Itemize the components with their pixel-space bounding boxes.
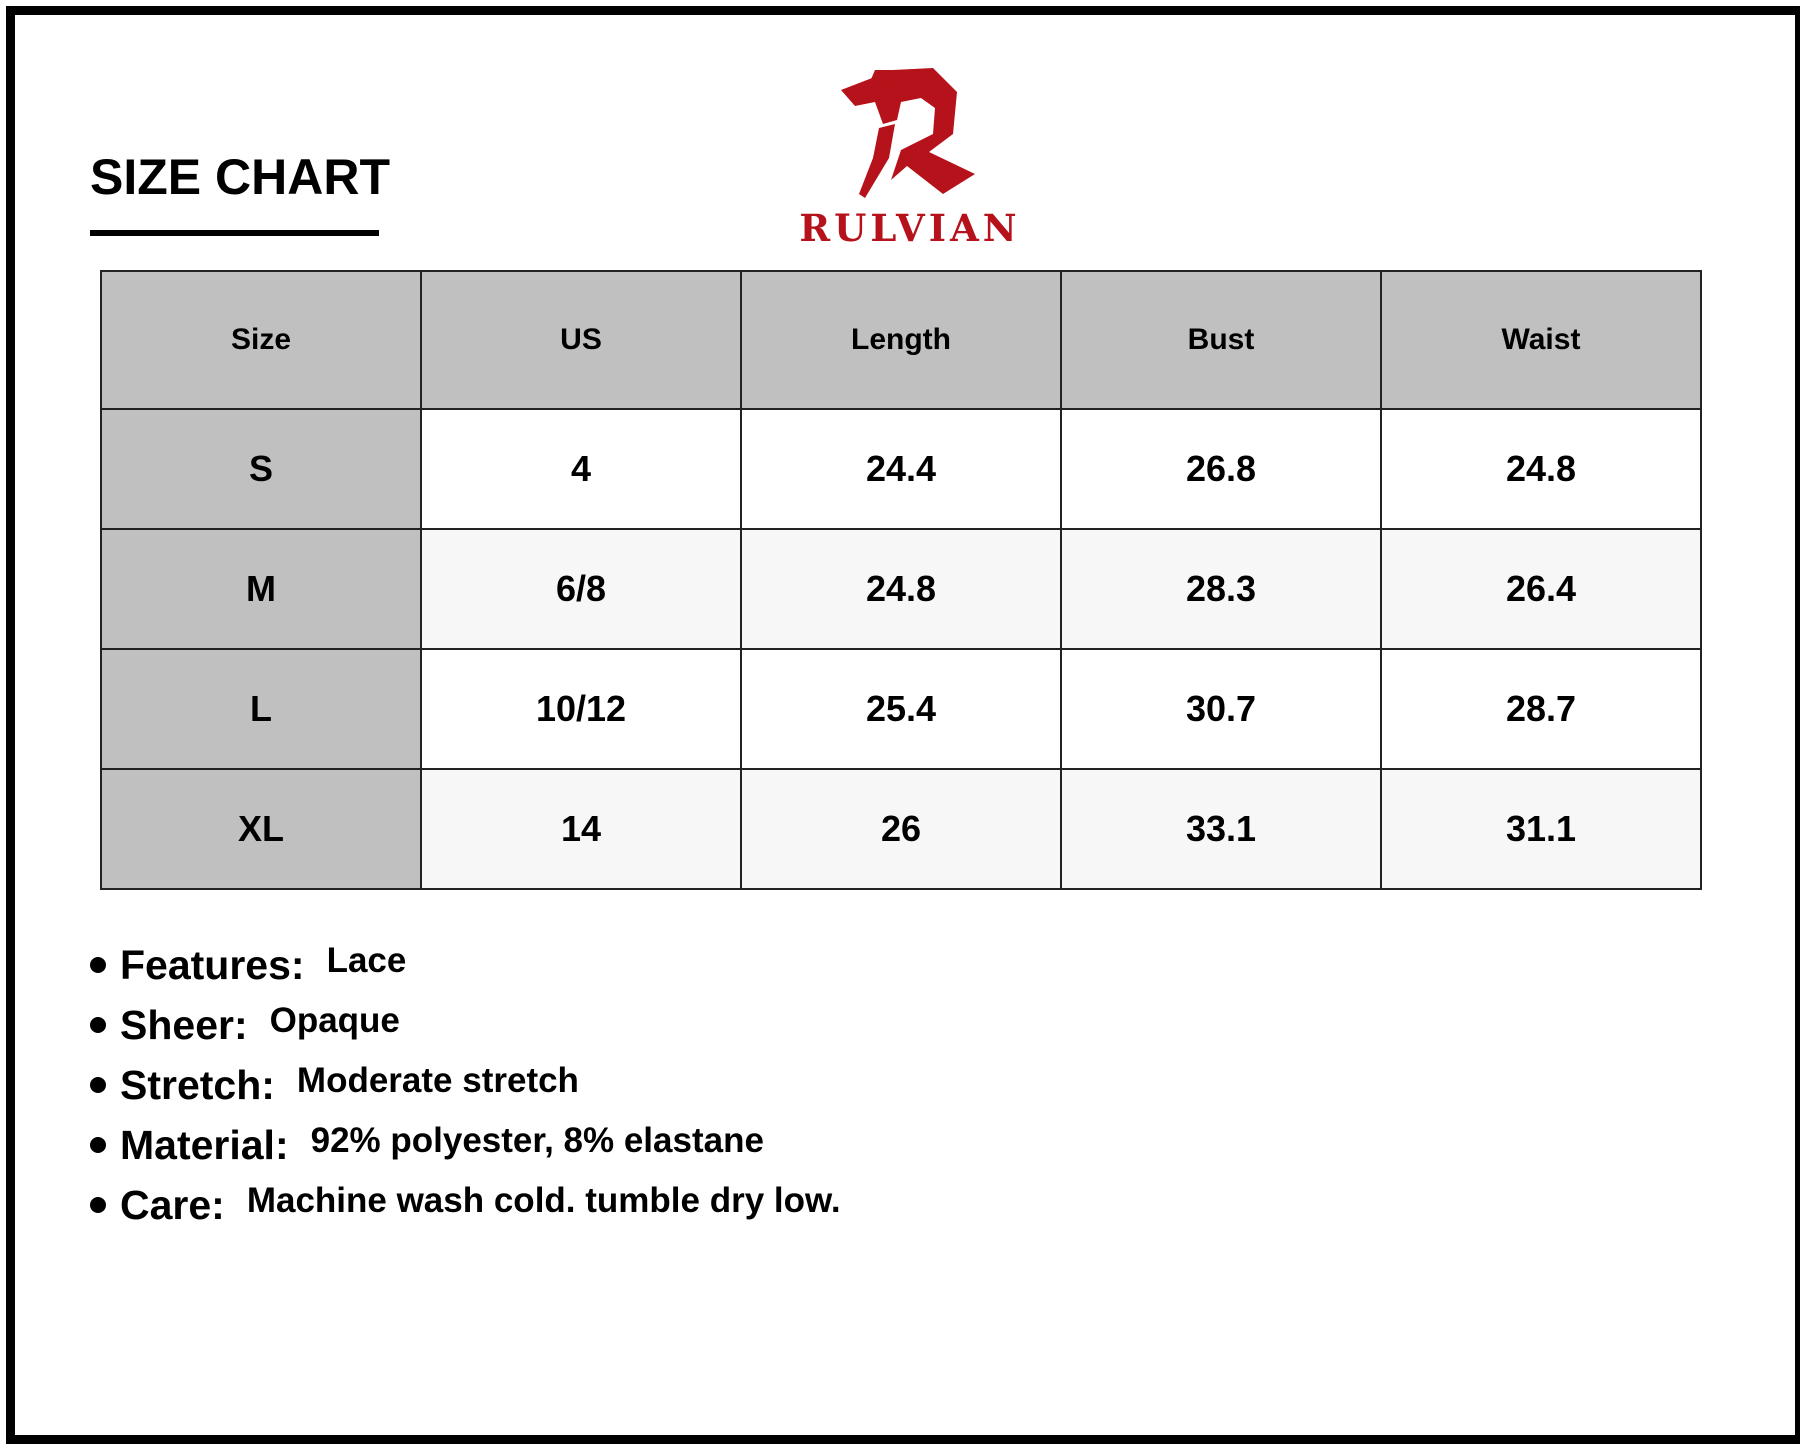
cell-size: L (101, 649, 421, 769)
detail-value: Machine wash cold. tumble dry low. (246, 1181, 841, 1220)
detail-label: Features: (120, 941, 305, 988)
table-row (101, 529, 1701, 649)
product-details-list (90, 935, 841, 1235)
brand-name: RULVIAN (799, 206, 1021, 250)
detail-value: Lace (326, 941, 407, 980)
detail-care (90, 1175, 841, 1235)
cell-bust: 33.1 (1061, 769, 1381, 889)
rulvian-r-logo-icon (835, 62, 985, 202)
cell-length: 26 (741, 769, 1061, 889)
table-row (101, 769, 1701, 889)
detail-label: Sheer: (120, 1001, 248, 1048)
header-size: Size (101, 271, 421, 409)
cell-bust: 30.7 (1061, 649, 1381, 769)
cell-size: S (101, 409, 421, 529)
bullet-icon (90, 957, 106, 973)
cell-us: 6/8 (421, 529, 741, 649)
cell-waist: 26.4 (1381, 529, 1701, 649)
cell-size: XL (101, 769, 421, 889)
cell-size: M (101, 529, 421, 649)
cell-length: 24.8 (741, 529, 1061, 649)
bullet-icon (90, 1077, 106, 1093)
detail-value: Moderate stretch (296, 1061, 579, 1100)
cell-bust: 28.3 (1061, 529, 1381, 649)
header-length: Length (741, 271, 1061, 409)
detail-label: Stretch: (120, 1061, 275, 1108)
table-row (101, 649, 1701, 769)
table-row (101, 409, 1701, 529)
cell-length: 25.4 (741, 649, 1061, 769)
header-waist: Waist (1381, 271, 1701, 409)
detail-material (90, 1115, 841, 1175)
brand-logo (775, 62, 1045, 252)
detail-features (90, 935, 841, 995)
detail-sheer (90, 995, 841, 1055)
bullet-icon (90, 1137, 106, 1153)
cell-length: 24.4 (741, 409, 1061, 529)
cell-waist: 31.1 (1381, 769, 1701, 889)
header-us: US (421, 271, 741, 409)
detail-label: Material: (120, 1121, 289, 1168)
size-table (100, 270, 1702, 890)
cell-us: 4 (421, 409, 741, 529)
bullet-icon (90, 1017, 106, 1033)
header-bust: Bust (1061, 271, 1381, 409)
cell-us: 10/12 (421, 649, 741, 769)
cell-waist: 28.7 (1381, 649, 1701, 769)
detail-value: Opaque (269, 1001, 400, 1040)
cell-us: 14 (421, 769, 741, 889)
page-title: SIZE CHART (90, 149, 390, 205)
table-header-row (101, 271, 1701, 409)
detail-value: 92% polyester, 8% elastane (310, 1121, 764, 1160)
bullet-icon (90, 1197, 106, 1213)
detail-stretch (90, 1055, 841, 1115)
title-underline (90, 230, 379, 236)
detail-label: Care: (120, 1181, 225, 1228)
cell-bust: 26.8 (1061, 409, 1381, 529)
cell-waist: 24.8 (1381, 409, 1701, 529)
